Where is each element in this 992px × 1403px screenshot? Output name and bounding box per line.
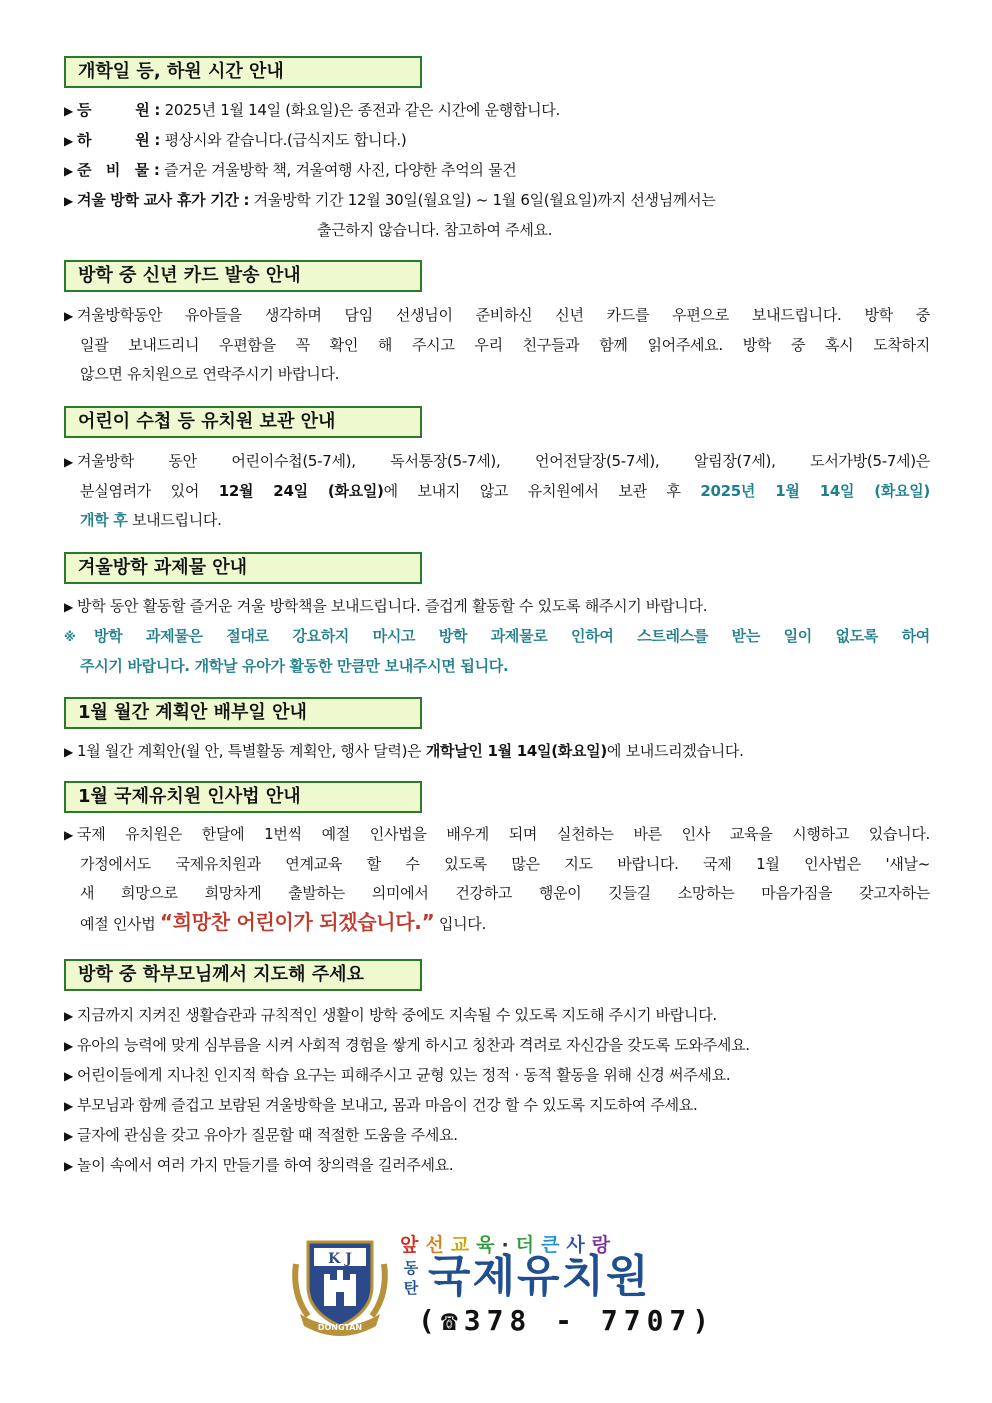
motto-char: 교 — [450, 1234, 477, 1256]
kindergarten-name: 국제유치원 — [428, 1251, 651, 1302]
list-item: ▶ 유아의 능력에 맞게 심부름을 시켜 사회적 경험을 쌓게 하시고 칭찬과 격려로 자신감을 갖도록 도와주세요. — [64, 1031, 930, 1061]
bullet-triangle-icon: ▶ — [64, 1069, 73, 1083]
section-title-1: 개학일 등, 하원 시간 안내 — [64, 56, 422, 88]
row-hawon: ▶ 하 원 : 평상시와 같습니다.(급식지도 합니다.) — [64, 126, 930, 156]
section-7-body — [64, 1001, 930, 1181]
row-vacation: ▶ 겨울 방학 교사 휴가 기간 : 겨울방학 기간 12월 30일(월요일) ~ 1월 6일(월요일)까지 선생님께서는 — [64, 186, 930, 216]
section-1-body — [64, 96, 930, 245]
motto-char: 랑 — [591, 1234, 618, 1256]
bullet-triangle-icon: ▶ — [64, 1129, 73, 1143]
motto-char: 사 — [566, 1234, 592, 1256]
section-title-6: 1월 국제유치원 인사법 안내 — [64, 781, 422, 813]
motto-char: · — [501, 1234, 516, 1256]
bullet-triangle-icon: ▶ — [64, 828, 73, 842]
section-title-4: 겨울방학 과제물 안내 — [64, 552, 422, 584]
kindergarten-emblem-icon — [288, 1234, 392, 1338]
bullet-triangle-icon: ▶ — [64, 164, 73, 178]
section-3-body: ▶ 겨울방학 동안 어린이수첩(5-7세), 독서통장(5-7세), 언어전달장(5-7세), 알림장(7세), 도서가방(5-7세)은 분실염려가 있어 12월 24일 (화요일)에 보내지 않고 유치원에서 보관 후 2025년 1월 14일 (화요일) 개학 후 보내드립니다. — [64, 447, 930, 535]
row-vacation-cont: 출근하지 않습니다. 참고하여 주세요. — [317, 221, 553, 239]
motto-char: 앞 — [400, 1234, 426, 1256]
motto-char: 육 — [476, 1234, 502, 1256]
motto-char: 더 — [515, 1234, 542, 1256]
phone-number: (☎378 - 7707) — [418, 1304, 716, 1337]
row-dengwon: ▶ 등 원 : 2025년 1월 14일 (화요일)은 종전과 같은 시간에 운행합니다. — [64, 96, 930, 126]
motto-char: 선 — [425, 1234, 451, 1256]
bullet-triangle-icon: ▶ — [64, 1039, 73, 1053]
bullet-triangle-icon: ▶ — [64, 309, 73, 323]
bullet-triangle-icon: ▶ — [64, 455, 73, 469]
section-title-3: 어린이 수첩 등 유치원 보관 안내 — [64, 406, 422, 438]
svg-text:DONGTAN: DONGTAN — [317, 1323, 363, 1332]
bullet-triangle-icon: ▶ — [64, 104, 73, 118]
section-2-body: ▶ 겨울방학동안 유아들을 생각하며 담임 선생님이 준비하신 신년 카드를 우편으로 보내드립니다. 방학 중 일괄 보내드리니 우편함을 꼭 확인 해 주시고 우리 친구들과 함께 읽어주세요. 방학 중 혹시 도착하지 않으면 유치원으로 연락주시기 바랍니다. — [64, 301, 930, 389]
bullet-triangle-icon: ▶ — [64, 134, 73, 148]
list-item: ▶ 글자에 관심을 갖고 유아가 질문할 때 적절한 도움을 주세요. — [64, 1121, 930, 1151]
section-4-body: ▶ 방학 동안 활동할 즐거운 겨울 방학책을 보내드립니다. 즐겁게 활동할 수 있도록 해주시기 바랍니다. ※방학 과제물은 절대로 강요하지 마시고 방학 과제물로 인하여 스트레스를 받는 일이 없도록 하여 주시기 바랍니다. 개학날 유아가 활동한 만큼만 보내주시면 됩니다. — [64, 592, 930, 681]
greeting-phrase: “희망찬 어린이가 되겠습니다.” — [159, 910, 435, 934]
motto-char: 큰 — [541, 1234, 567, 1256]
section-title-7: 방학 중 학부모님께서 지도해 주세요 — [64, 959, 422, 991]
row-junbimul: ▶ 준 비 물 : 즐거운 겨울방학 책, 겨울여행 사진, 다양한 추억의 물건 — [64, 156, 930, 186]
list-item: ▶ 놀이 속에서 여러 가지 만들기를 하여 창의력을 길러주세요. — [64, 1151, 930, 1181]
bullet-triangle-icon: ▶ — [64, 600, 73, 614]
list-item: ▶ 지금까지 지켜진 생활습관과 규칙적인 생활이 방학 중에도 지속될 수 있도록 지도해 주시기 바랍니다. — [64, 1001, 930, 1031]
bullet-triangle-icon: ▶ — [64, 1009, 73, 1023]
bullet-triangle-icon: ▶ — [64, 1159, 73, 1173]
section-6-body: ▶ 국제 유치원은 한달에 1번씩 예절 인사법을 배우게 되며 실천하는 바른 인사 교육을 시행하고 있습니다. 가정에서도 국제유치원과 연계교육 할 수 있도록 많은 지도 바랍니다. 국제 1월 인사법은 '새날~ 새 희망으로 희망차게 출발하는 의미에서 건강하고 행운이 깃들길 소망하는 마음가짐을 갖고자하는 예절 인사법 “희망찬 어린이가 되겠습니다.” 입니다. — [64, 820, 930, 939]
bullet-triangle-icon: ▶ — [64, 1099, 73, 1113]
note-mark: ※ — [64, 630, 94, 644]
list-item: ▶ 부모님과 함께 즐겁고 보람된 겨울방학을 보내고, 몸과 마음이 건강 할 수 있도록 지도하여 주세요. — [64, 1091, 930, 1121]
region-label: 동 탄 — [403, 1259, 419, 1297]
bullet-triangle-icon: ▶ — [64, 194, 73, 208]
bullet-triangle-icon: ▶ — [64, 745, 73, 759]
svg-text:K J: K J — [328, 1251, 352, 1267]
section-title-2: 방학 중 신년 카드 발송 안내 — [64, 260, 422, 292]
list-item: ▶ 어린이들에게 지나친 인지적 학습 요구는 피해주시고 균형 있는 정적 · 동적 활동을 위해 신경 써주세요. — [64, 1061, 930, 1091]
footer-logo-block — [288, 1230, 718, 1340]
section-5-body: ▶ 1월 월간 계획안(월 안, 특별활동 계획안, 행사 달력)은 개학날인 1월 14일(화요일)에 보내드리겠습니다. — [64, 737, 930, 767]
section-title-5: 1월 월간 계획안 배부일 안내 — [64, 697, 422, 729]
